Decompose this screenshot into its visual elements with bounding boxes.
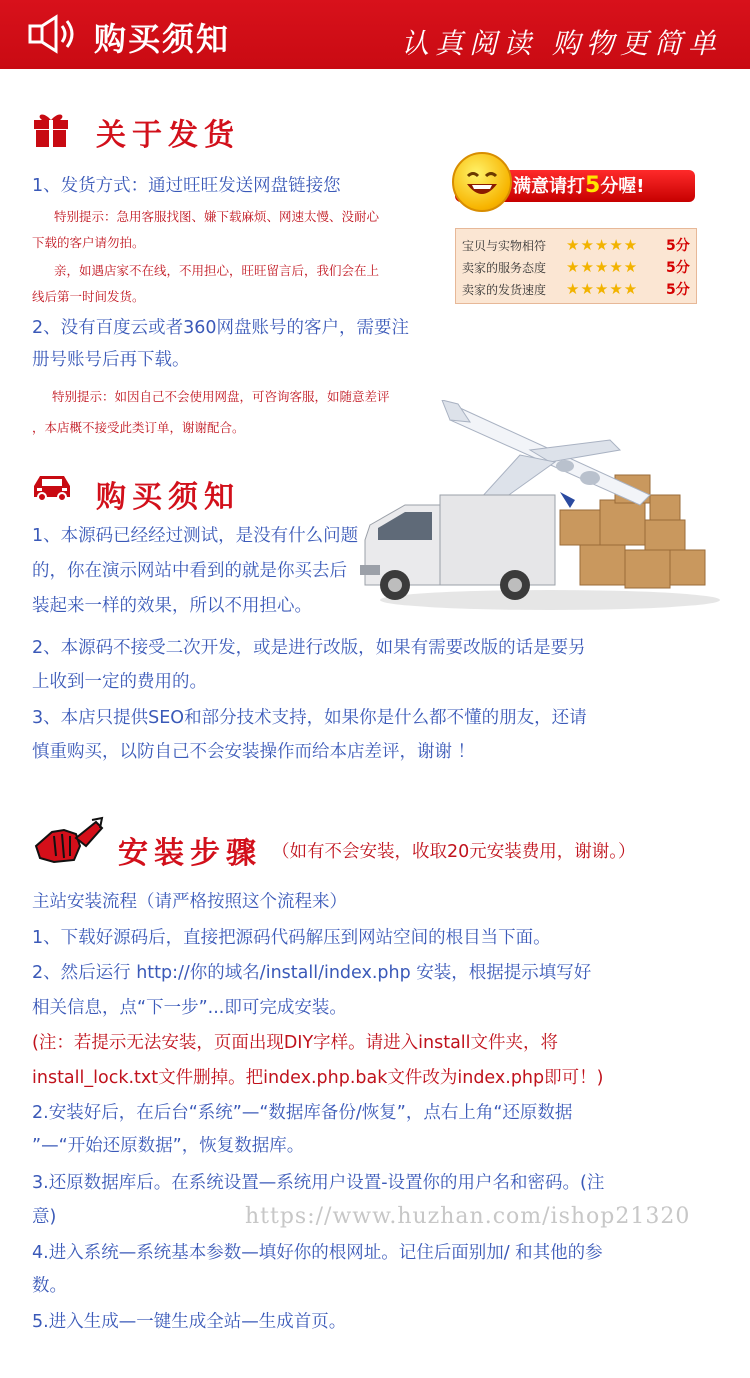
star-icon: ★★★★★	[566, 236, 639, 254]
star-icon: ★★★★★	[566, 280, 639, 298]
car-icon	[32, 472, 72, 502]
header-divider	[0, 66, 750, 74]
section-title-purchase: 购买须知	[96, 480, 240, 515]
shipping-note-1a: 特别提示：急用客服找图、嫌下载麻烦、网速太慢、没耐心	[54, 209, 380, 224]
delivery-illustration	[350, 400, 720, 610]
star-icon: ★★★★★	[566, 258, 639, 276]
install-line-4b: 意)	[32, 1207, 57, 1227]
rating-pill-text: 满意请打	[513, 176, 585, 197]
shipping-note-1b: 下载的客户请勿拍。	[32, 235, 145, 250]
install-line-4a: 3.还原数据库后。在系统设置—系统用户设置-设置你的用户名和密码。(注	[32, 1173, 605, 1193]
section-title-shipping: 关于发货	[96, 118, 240, 153]
rating-label: 宝贝与实物相符	[462, 238, 547, 253]
purchase-p2b: 上收到一定的费用的。	[32, 672, 207, 692]
speaker-icon	[26, 14, 82, 54]
install-warning-a: (注：若提示无法安装，页面出现DIY字样。请进入install文件夹，将	[32, 1033, 559, 1053]
rating-row	[462, 278, 690, 300]
rating-label: 卖家的服务态度	[462, 260, 547, 275]
shipping-note-3a: 特别提示：如因自己不会使用网盘，可咨询客服，如随意差评	[52, 389, 390, 404]
purchase-p2a: 2、本源码不接受二次开发，或是进行改版，如果有需要改版的话是要另	[32, 638, 586, 658]
install-line-3a: 2.安装好后，在后台“系统”—“数据库备份/恢复”，点右上角“还原数据	[32, 1103, 573, 1123]
rating-score: 5分	[666, 260, 690, 276]
shipping-line-2a: 2、没有百度云或者360网盘账号的客户，需要注	[32, 318, 410, 338]
rating-score: 5分	[666, 282, 690, 298]
shipping-line-1: 1、发货方式：通过旺旺发送网盘链接您	[32, 176, 341, 196]
header-banner	[0, 0, 750, 74]
install-line-3b: ”—“开始还原数据”，恢复数据库。	[32, 1136, 305, 1156]
purchase-p1a: 1、本源码已经经过测试，是没有什么问题	[32, 526, 359, 546]
purchase-p3a: 3、本店只提供SEO和部分技术支持，如果你是什么都不懂的朋友，还请	[32, 708, 587, 728]
shipping-note-2a: 亲，如遇店家不在线，不用担心，旺旺留言后，我们会在上	[54, 263, 380, 278]
rating-label: 卖家的发货速度	[462, 282, 547, 297]
rating-row	[462, 256, 690, 278]
section-title-install: 安装步骤	[118, 836, 262, 871]
rating-pill-number: 5	[585, 173, 601, 198]
install-line-5b: 数。	[32, 1276, 67, 1296]
shipping-note-3b: ，本店概不接受此类订单，谢谢配合。	[32, 420, 245, 435]
install-line-6: 5.进入生成—一键生成全站—生成首页。	[32, 1312, 347, 1332]
install-line-2a: 2、然后运行 http://你的域名/install/index.php 安装，根据提示填写好	[32, 963, 592, 983]
page-title: 购买须知	[94, 20, 231, 58]
shipping-note-2b: 线后第一时间发货。	[32, 289, 145, 304]
install-line-0: 主站安装流程（请严格按照这个流程来）	[32, 892, 347, 912]
rating-row	[462, 234, 690, 256]
purchase-p1c: 装起来一样的效果，所以不用担心。	[32, 596, 312, 616]
gift-box-icon	[32, 108, 70, 148]
smiley-icon	[452, 152, 512, 212]
header-slogan: 认真阅读 购物更简单	[401, 27, 722, 60]
install-line-5a: 4.进入系统—系统基本参数—填好你的根网址。记住后面别加/ 和其他的参	[32, 1243, 603, 1263]
purchase-p3b: 慎重购买，以防自己不会安装操作而给本店差评，谢谢 ！	[32, 742, 476, 762]
install-line-2b: 相关信息，点“下一步”...即可完成安装。	[32, 998, 347, 1018]
watermark: https://www.huzhan.com/ishop21320	[245, 1204, 691, 1229]
rating-pill-suffix: 分喔!	[600, 176, 645, 197]
fist-wrench-icon	[30, 816, 104, 872]
rating-table	[455, 228, 697, 304]
install-subtitle: （如有不会安装，收取20元安装费用，谢谢。）	[272, 842, 636, 862]
install-line-1: 1、下载好源码后，直接把源码代码解压到网站空间的根目当下面。	[32, 928, 551, 948]
rating-score: 5分	[666, 238, 690, 254]
install-warning-b: install_lock.txt文件删掉。把index.php.bak文件改为index.php即可！)	[32, 1068, 604, 1088]
purchase-p1b: 的，你在演示网站中看到的就是你买去后	[32, 561, 347, 581]
shipping-line-2b: 册号账号后再下载。	[32, 350, 190, 370]
